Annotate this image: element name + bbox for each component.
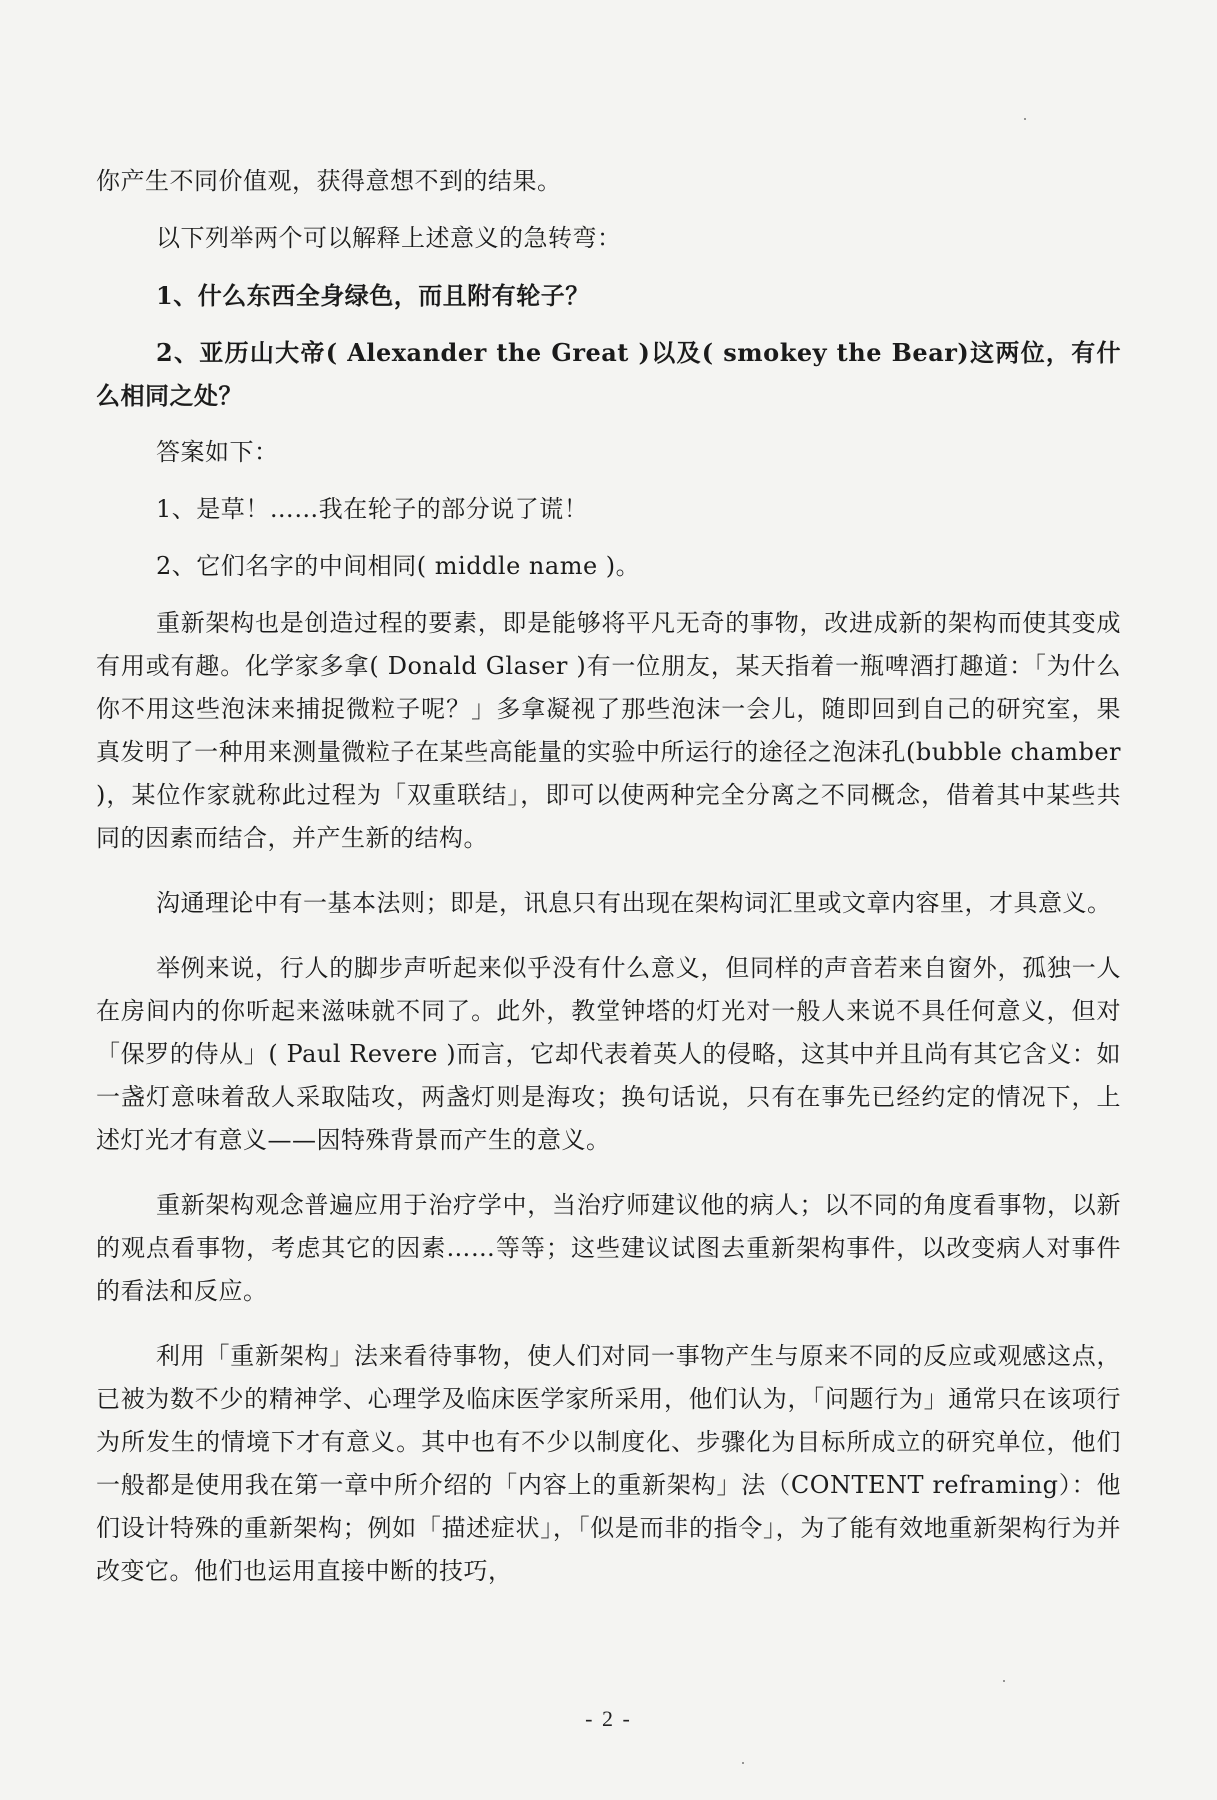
- scan-speck: [742, 1762, 744, 1764]
- paragraph-continuation: 你产生不同价值观，获得意想不到的结果。: [96, 167, 562, 195]
- paragraph-therapy: 重新架构观念普遍应用于治疗学中，当治疗师建议他的病人；以不同的角度看事物，以新的观点看事物，考虑其它的因素……等等；这些建议试图去重新架构事件，以改变病人对事件的看法和反应。: [96, 1191, 1121, 1305]
- paragraph-reframing-creativity: 重新架构也是创造过程的要素，即是能够将平凡无奇的事物，改进成新的架构而使其变成有用或有趣。化学家多拿( Donald Glaser )有一位朋友，某天指着一瓶啤酒打趣道：「为什么你不用这些泡沫来捕捉微粒子呢？」多拿凝视了那些泡沫一会儿，随即回到自己的研究室，果真发明了一种用来测量微粒子在某些高能量的实验中所运行的途径之泡沫孔(bubble chamber )，某位作家就称此过程为「双重联结」，即可以使两种完全分离之不同概念，借着其中某些共同的因素而结合，并产生新的结构。: [96, 609, 1121, 852]
- scan-speck: [1024, 118, 1026, 120]
- paragraph-intro-riddles: 以下列举两个可以解释上述意义的急转弯：: [156, 224, 622, 252]
- page-number: - 2 -: [585, 1706, 632, 1731]
- answer-1: 1、是草！……我在轮子的部分说了谎！: [156, 495, 589, 523]
- riddle-1: 1、什么东西全身绿色，而且附有轮子？: [156, 281, 590, 310]
- riddle-2: 2、亚历山大帝( Alexander the Great )以及( smokey the Bear)这两位，有什么相同之处？: [96, 338, 1121, 410]
- answer-2: 2、它们名字的中间相同( middle name )。: [156, 552, 641, 580]
- paragraph-reframing-method: 利用「重新架构」法来看待事物，使人们对同一事物产生与原来不同的反应或观感这点，已被为数不少的精神学、心理学及临床医学家所采用，他们认为，「问题行为」通常只在该项行为所发生的情境下才有意义。其中也有不少以制度化、步骤化为目标所成立的研究单位，他们一般都是使用我在第一章中所介绍的「内容上的重新架构」法（CONTENT reframing）：他们设计特殊的重新架构；例如「描述症状」，「似是而非的指令」，为了能有效地重新架构行为并改变它。他们也运用直接中断的技巧，: [96, 1342, 1121, 1585]
- scan-speck: [1003, 1680, 1005, 1682]
- paragraph-communication-theory: 沟通理论中有一基本法则；即是，讯息只有出现在架构词汇里或文章内容里，才具意义。: [156, 889, 1112, 917]
- answers-heading: 答案如下：: [156, 438, 279, 466]
- body-text: [96, 160, 1121, 1615]
- paragraph-example: 举例来说，行人的脚步声听起来似乎没有什么意义，但同样的声音若来自窗外，孤独一人在房间内的你听起来滋味就不同了。此外，教堂钟塔的灯光对一般人来说不具任何意义，但对「保罗的侍从」( Paul Revere )而言，它却代表着英人的侵略，这其中并且尚有其它含义：如一盏灯意味着敌人采取陆攻，两盏灯则是海攻；换句话说，只有在事先已经约定的情况下，上述灯光才有意义——因特殊背景而产生的意义。: [96, 954, 1121, 1154]
